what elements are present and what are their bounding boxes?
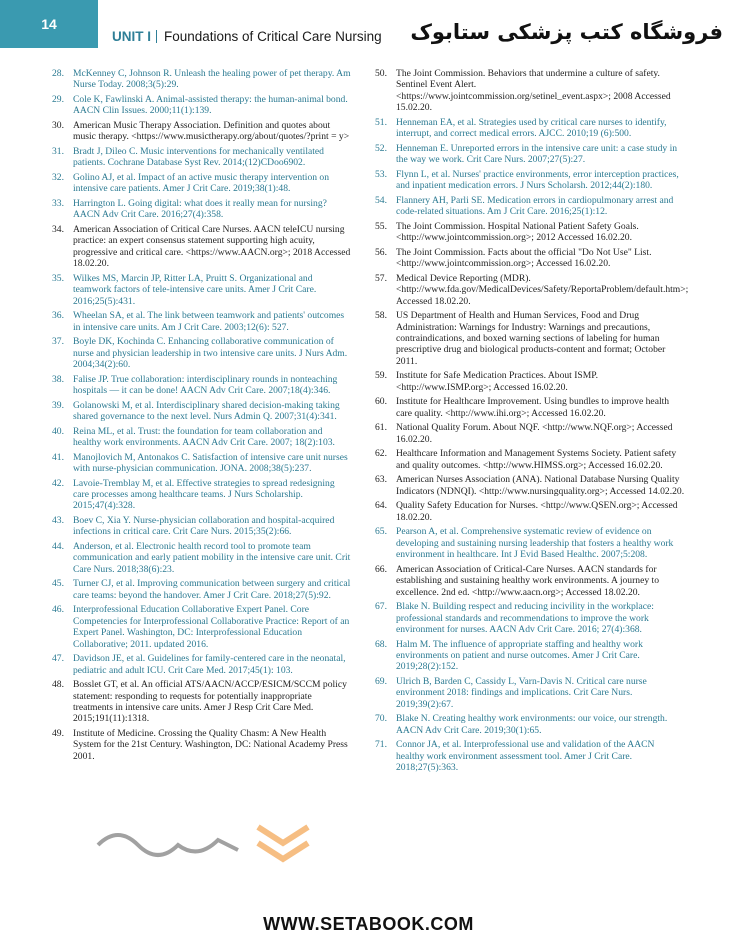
reference-number: 28.: [52, 68, 64, 79]
reference-item: [375, 143, 685, 166]
reference-text: Golanowski M, et al. Interdisciplinary shared decision-making taking shared governance to the next level. Nurs Admin Q. 2007;31(4):341.: [73, 399, 340, 423]
reference-item: [52, 336, 352, 370]
setabook-logo-watermark: [78, 805, 368, 885]
reference-text: Quality Safety Education for Nurses. <http://www.QSEN.org>; Accessed 18.02.20.: [396, 500, 678, 523]
reference-number: 42.: [52, 477, 64, 489]
reference-text: American Association of Critical Care Nurses. AACN teleICU nursing practice: an expert consensus statement supporting high acuity, progressive and critical care. <https://www.AACN.org>; 2018 Accessed 18.02.20.: [73, 224, 351, 270]
reference-text: Boev C, Xia Y. Nurse-physician collaboration and hospital-acquired infections in critical care. Crit Care Nurs. 2015;35(2):66.: [73, 515, 335, 538]
reference-item: [52, 653, 352, 676]
reference-text: Pearson A, et al. Comprehensive systematic review of evidence on developing and sustaining nursing leadership that fosters a healthy work environment in healthcare. Int J Evid Based Healthc. 2007;5:208.: [396, 526, 674, 561]
reference-text: Reina ML, et al. Trust: the foundation for team collaboration and healthy work environments. AACN Adv Crit Care. 2007; 18(2):103.: [73, 425, 335, 449]
reference-text: Bradt J, Dileo C. Music interventions for mechanically ventilated patients. Cochrane Database Syst Rev. 2014;(12)CDoo6902.: [73, 146, 324, 169]
reference-item: [52, 374, 352, 397]
reference-number: 63.: [375, 474, 387, 486]
reference-item: [52, 728, 352, 762]
reference-text: Henneman E. Unreported errors in the intensive care unit: a case study in the way we work. Crit Care Nurs. 2007;27(5):27.: [396, 142, 678, 166]
reference-item: [375, 601, 685, 635]
reference-number: 43.: [52, 515, 64, 527]
reference-item: [52, 120, 352, 143]
reference-number: 34.: [52, 224, 64, 235]
reference-item: [52, 679, 352, 725]
reference-number: 30.: [52, 120, 64, 131]
reference-number: 55.: [375, 220, 387, 232]
reference-item: [375, 639, 685, 673]
reference-text: The Joint Commission. Behaviors that undermine a culture of safety. Sentinel Event Alert. <https://www.jointcommission.org/setinel_event.aspx>; 2008 Accessed 15.02.20.: [396, 68, 671, 114]
reference-text: McKenney C, Johnson R. Unleash the healing power of pet therapy. Am Nurse Today. 2008;3(5):29.: [73, 68, 351, 91]
logo-emblem: [258, 827, 308, 859]
reference-item: [375, 713, 685, 736]
reference-text: Interprofessional Education Collaborative Expert Panel. Core Competencies for Interprofessional Collaborative Practice: Report of an Expert Panel. Washington, DC: Interprofessional Education Collaborative; 2011. updated 2016.: [73, 604, 350, 650]
reference-number: 39.: [52, 399, 64, 411]
reference-item: [375, 221, 685, 244]
reference-number: 36.: [52, 310, 64, 322]
reference-item: [375, 564, 685, 598]
reference-text: Manojlovich M, Antonakos C. Satisfaction of intensive care unit nurses with nurse-physician communication. JONA. 2008;38(5):237.: [73, 451, 348, 475]
reference-text: Ulrich B, Barden C, Cassidy L, Varn-Davis N. Critical care nurse environment 2018: findings and implications. Crit Care Nurs. 2019;39(2):67.: [396, 676, 647, 710]
logo-script: [98, 835, 238, 855]
reference-number: 64.: [375, 500, 387, 512]
reference-item: [375, 272, 689, 307]
reference-number: 52.: [375, 142, 387, 154]
reference-text: Institute of Medicine. Crossing the Quality Chasm: A New Health System for the 21st Century. Washington, DC: National Academy Press 2001.: [73, 728, 348, 762]
unit-divider: [156, 30, 157, 43]
reference-text: Cole K, Fawlinski A. Animal-assisted therapy: the human-animal bond. AACN Clin Issues. 2000;11(1):139.: [73, 94, 348, 117]
reference-item: [375, 370, 685, 393]
reference-text: Henneman EA, et al. Strategies used by critical care nurses to identify, interrupt, and correct medical errors. AJCC. 2010;19 (6):500.: [396, 116, 667, 140]
reference-item: [375, 739, 685, 773]
reference-number: 40.: [52, 425, 64, 437]
reference-text: The Joint Commission. Facts about the official "Do Not Use" List. <http://www.jointcommission.org>; Accessed 16.02.20.: [396, 246, 652, 270]
reference-text: Flynn L, et al. Nurses' practice environments, error interception practices, and inpatient medication errors. J Nurs Scholarsh. 2012;44(2):180.: [396, 168, 679, 192]
reference-text: Harrington L. Going digital: what does it really mean for nursing? AACN Adv Crit Care. 2016;27(4):358.: [73, 198, 327, 221]
reference-number: 47.: [52, 653, 64, 665]
running-head: [112, 29, 382, 44]
site-url: WWW.SETABOOK.COM: [263, 914, 474, 934]
reference-item: [52, 68, 352, 91]
reference-item: [52, 541, 352, 575]
reference-text: US Department of Health and Human Services, Food and Drug Administration: Warnings for Industry: Warnings and precautions, contraindications, and boxed warning sections of labeling for human prescriptive drug and biological products-content and format; October 2011.: [396, 310, 666, 367]
store-title: فروشگاه کتب پزشکی ستابوک: [410, 20, 723, 44]
reference-number: 56.: [375, 246, 387, 258]
reference-text: Healthcare Information and Management Systems Society. Patient safety and quality outcomes. <http://www.HIMSS.org>; Accessed 16.02.20.: [396, 448, 677, 471]
reference-number: 33.: [52, 198, 64, 209]
reference-number: 66.: [375, 563, 387, 575]
reference-number: 48.: [52, 679, 64, 691]
reference-number: 54.: [375, 194, 387, 206]
unit-label: UNIT I: [112, 29, 151, 44]
reference-text: Lavoie-Tremblay M, et al. Effective strategies to spread redesigning care processes among healthcare teams. J Nurs Scholarship. 2015;47(4):328.: [73, 477, 335, 512]
reference-item: [375, 500, 685, 523]
references-left-column: [52, 68, 352, 765]
reference-text: Davidson JE, et al. Guidelines for family-centered care in the neonatal, pediatric and adult ICU. Crit Care Med. 2017;45(1): 103.: [73, 653, 346, 676]
reference-text: Anderson, et al. Electronic health record tool to promote team communication and early patient mobility in the intensive care unit. Crit Care Nurs. 2018;38(6):23.: [73, 541, 351, 575]
reference-item: [375, 396, 685, 419]
reference-item: [52, 478, 352, 512]
reference-text: Blake N. Creating healthy work environments: our voice, our strength. AACN Adv Crit Care. 2019;30(1):65.: [396, 713, 668, 736]
reference-number: 38.: [52, 373, 64, 385]
reference-number: 53.: [375, 168, 387, 180]
reference-item: [375, 310, 685, 367]
reference-item: [52, 604, 352, 650]
reference-item: [52, 198, 352, 221]
reference-item: [52, 400, 352, 423]
page-header: [0, 0, 737, 48]
reference-text: Blake N. Building respect and reducing incivility in the workplace: professional standards and recommendations to improve the work environment for nurses. AACN Adv Crit Care. 2016; 27(4):368.: [396, 601, 654, 636]
reference-item: [375, 526, 685, 560]
reference-number: 41.: [52, 451, 64, 463]
reference-number: 51.: [375, 116, 387, 128]
reference-text: Institute for Safe Medication Practices. About ISMP. <http://www.ISMP.org>; Accessed 16.02.20.: [396, 370, 598, 393]
reference-number: 71.: [375, 739, 387, 751]
page-number: 14: [0, 0, 98, 48]
reference-item: [375, 68, 685, 114]
reference-number: 29.: [52, 94, 64, 105]
reference-item: [375, 448, 685, 471]
reference-text: American Music Therapy Association. Definition and quotes about music therapy. <https://www.musictherapy.org/about/quotes/?print = y>: [73, 120, 350, 143]
reference-item: [375, 247, 685, 270]
reference-number: 65.: [375, 526, 387, 538]
reference-number: 32.: [52, 172, 64, 183]
reference-text: Wheelan SA, et al. The link between teamwork and patients' outcomes in intensive care units. Am J Crit Care. 2003;12(6): 527.: [73, 310, 345, 333]
reference-number: 45.: [52, 578, 64, 590]
reference-text: Halm M. The influence of appropriate staffing and healthy work environments on patient and nurse outcomes. Amer J Crit Care. 2019;28(2):152.: [396, 638, 643, 673]
reference-text: American Nurses Association (ANA). National Database Nursing Quality Indicators (NDNQI). <http://www.nursingquality.org>; Accessed 14.02.20.: [396, 474, 685, 497]
reference-item: [52, 578, 352, 601]
reference-number: 50.: [375, 68, 387, 79]
reference-text: Golino AJ, et al. Impact of an active music therapy intervention on intensive care patients. Amer J Crit Care. 2019;38(1):48.: [73, 172, 330, 195]
reference-text: The Joint Commission. Hospital National Patient Safety Goals. <http://www.jointcommission.org>; 2012 Accessed 16.02.20.: [396, 220, 639, 244]
reference-item: [375, 474, 685, 497]
reference-number: 68.: [375, 638, 387, 650]
reference-item: [52, 426, 352, 449]
reference-item: [52, 273, 352, 307]
reference-number: 59.: [375, 370, 387, 382]
reference-number: 57.: [375, 272, 387, 284]
reference-item: [52, 310, 352, 333]
reference-number: 31.: [52, 146, 64, 157]
reference-number: 61.: [375, 422, 387, 434]
reference-text: Turner CJ, et al. Improving communication between surgery and critical care teams: beyond the handover. Amer J Crit Care. 2018;27(5):92.: [73, 578, 351, 601]
reference-number: 67.: [375, 601, 387, 613]
reference-item: [375, 676, 685, 710]
reference-item: [52, 172, 352, 195]
reference-number: 37.: [52, 336, 64, 348]
reference-item: [375, 169, 685, 192]
references-right-column: [375, 68, 689, 777]
reference-number: 49.: [52, 728, 64, 740]
reference-number: 69.: [375, 676, 387, 688]
reference-text: Medical Device Reporting (MDR). <http://www.fda.gov/MedicalDevices/Safety/ReportaProblem/default.htm>; Accessed 18.02.20.: [396, 272, 689, 307]
chapter-title: Foundations of Critical Care Nursing: [164, 29, 382, 44]
reference-item: [375, 422, 685, 445]
reference-item: [375, 195, 685, 218]
reference-text: Institute for Healthcare Improvement. Using bundles to improve health care quality. <http://www.ihi.org>; Accessed 16.02.20.: [396, 396, 670, 419]
reference-text: Bosslet GT, et al. An official ATS/AACN/ACCP/ESICM/SCCM policy statement: responding to requests for potentially inappropriate treatments in intensive care units. Amer J Resp Crit Care Med. 2015;191(11):1318.: [73, 679, 347, 725]
reference-item: [375, 117, 685, 140]
reference-item: [52, 146, 352, 169]
reference-text: National Quality Forum. About NQF. <http://www.NQF.org>; Accessed 16.02.20.: [396, 422, 673, 445]
reference-number: 35.: [52, 272, 64, 284]
reference-text: Wilkes MS, Marcin JP, Ritter LA, Pruitt S. Organizational and teamwork factors of tele-intensive care units. Amer J Crit Care. 2016;25(5):431.: [73, 272, 317, 307]
reference-text: Falise JP. True collaboration: interdisciplinary rounds in nonteaching hospitals — it can be done! AACN Adv Crit Care. 2007;18(4):346.: [73, 373, 338, 397]
reference-number: 58.: [375, 310, 387, 322]
reference-number: 46.: [52, 604, 64, 616]
reference-text: Boyle DK, Kochinda C. Enhancing collaborative communication of nurse and physician leadership in two intensive care units. J Nurs Adm. 2004;34(2):60.: [73, 336, 348, 371]
reference-text: Flannery AH, Parli SE. Medication errors in cardiopulmonary arrest and code-related situations. Am J Crit Care. 2016;25(1):12.: [396, 194, 674, 218]
reference-text: American Association of Critical-Care Nurses. AACN standards for establishing and sustaining healthy work environments. A journey to excellence. 2nd ed. <http://www.aacn.org>; Accessed 18.02.20.: [396, 563, 659, 598]
reference-item: [52, 224, 352, 270]
reference-number: 60.: [375, 396, 387, 408]
reference-item: [52, 515, 352, 538]
reference-item: [52, 452, 352, 475]
reference-item: [52, 94, 352, 117]
reference-number: 44.: [52, 541, 64, 553]
reference-number: 70.: [375, 713, 387, 725]
reference-text: Connor JA, et al. Interprofessional use and validation of the AACN healthy work environment assessment tool. Amer J Crit Care. 2018;27(5):363.: [396, 739, 655, 774]
reference-number: 62.: [375, 448, 387, 460]
